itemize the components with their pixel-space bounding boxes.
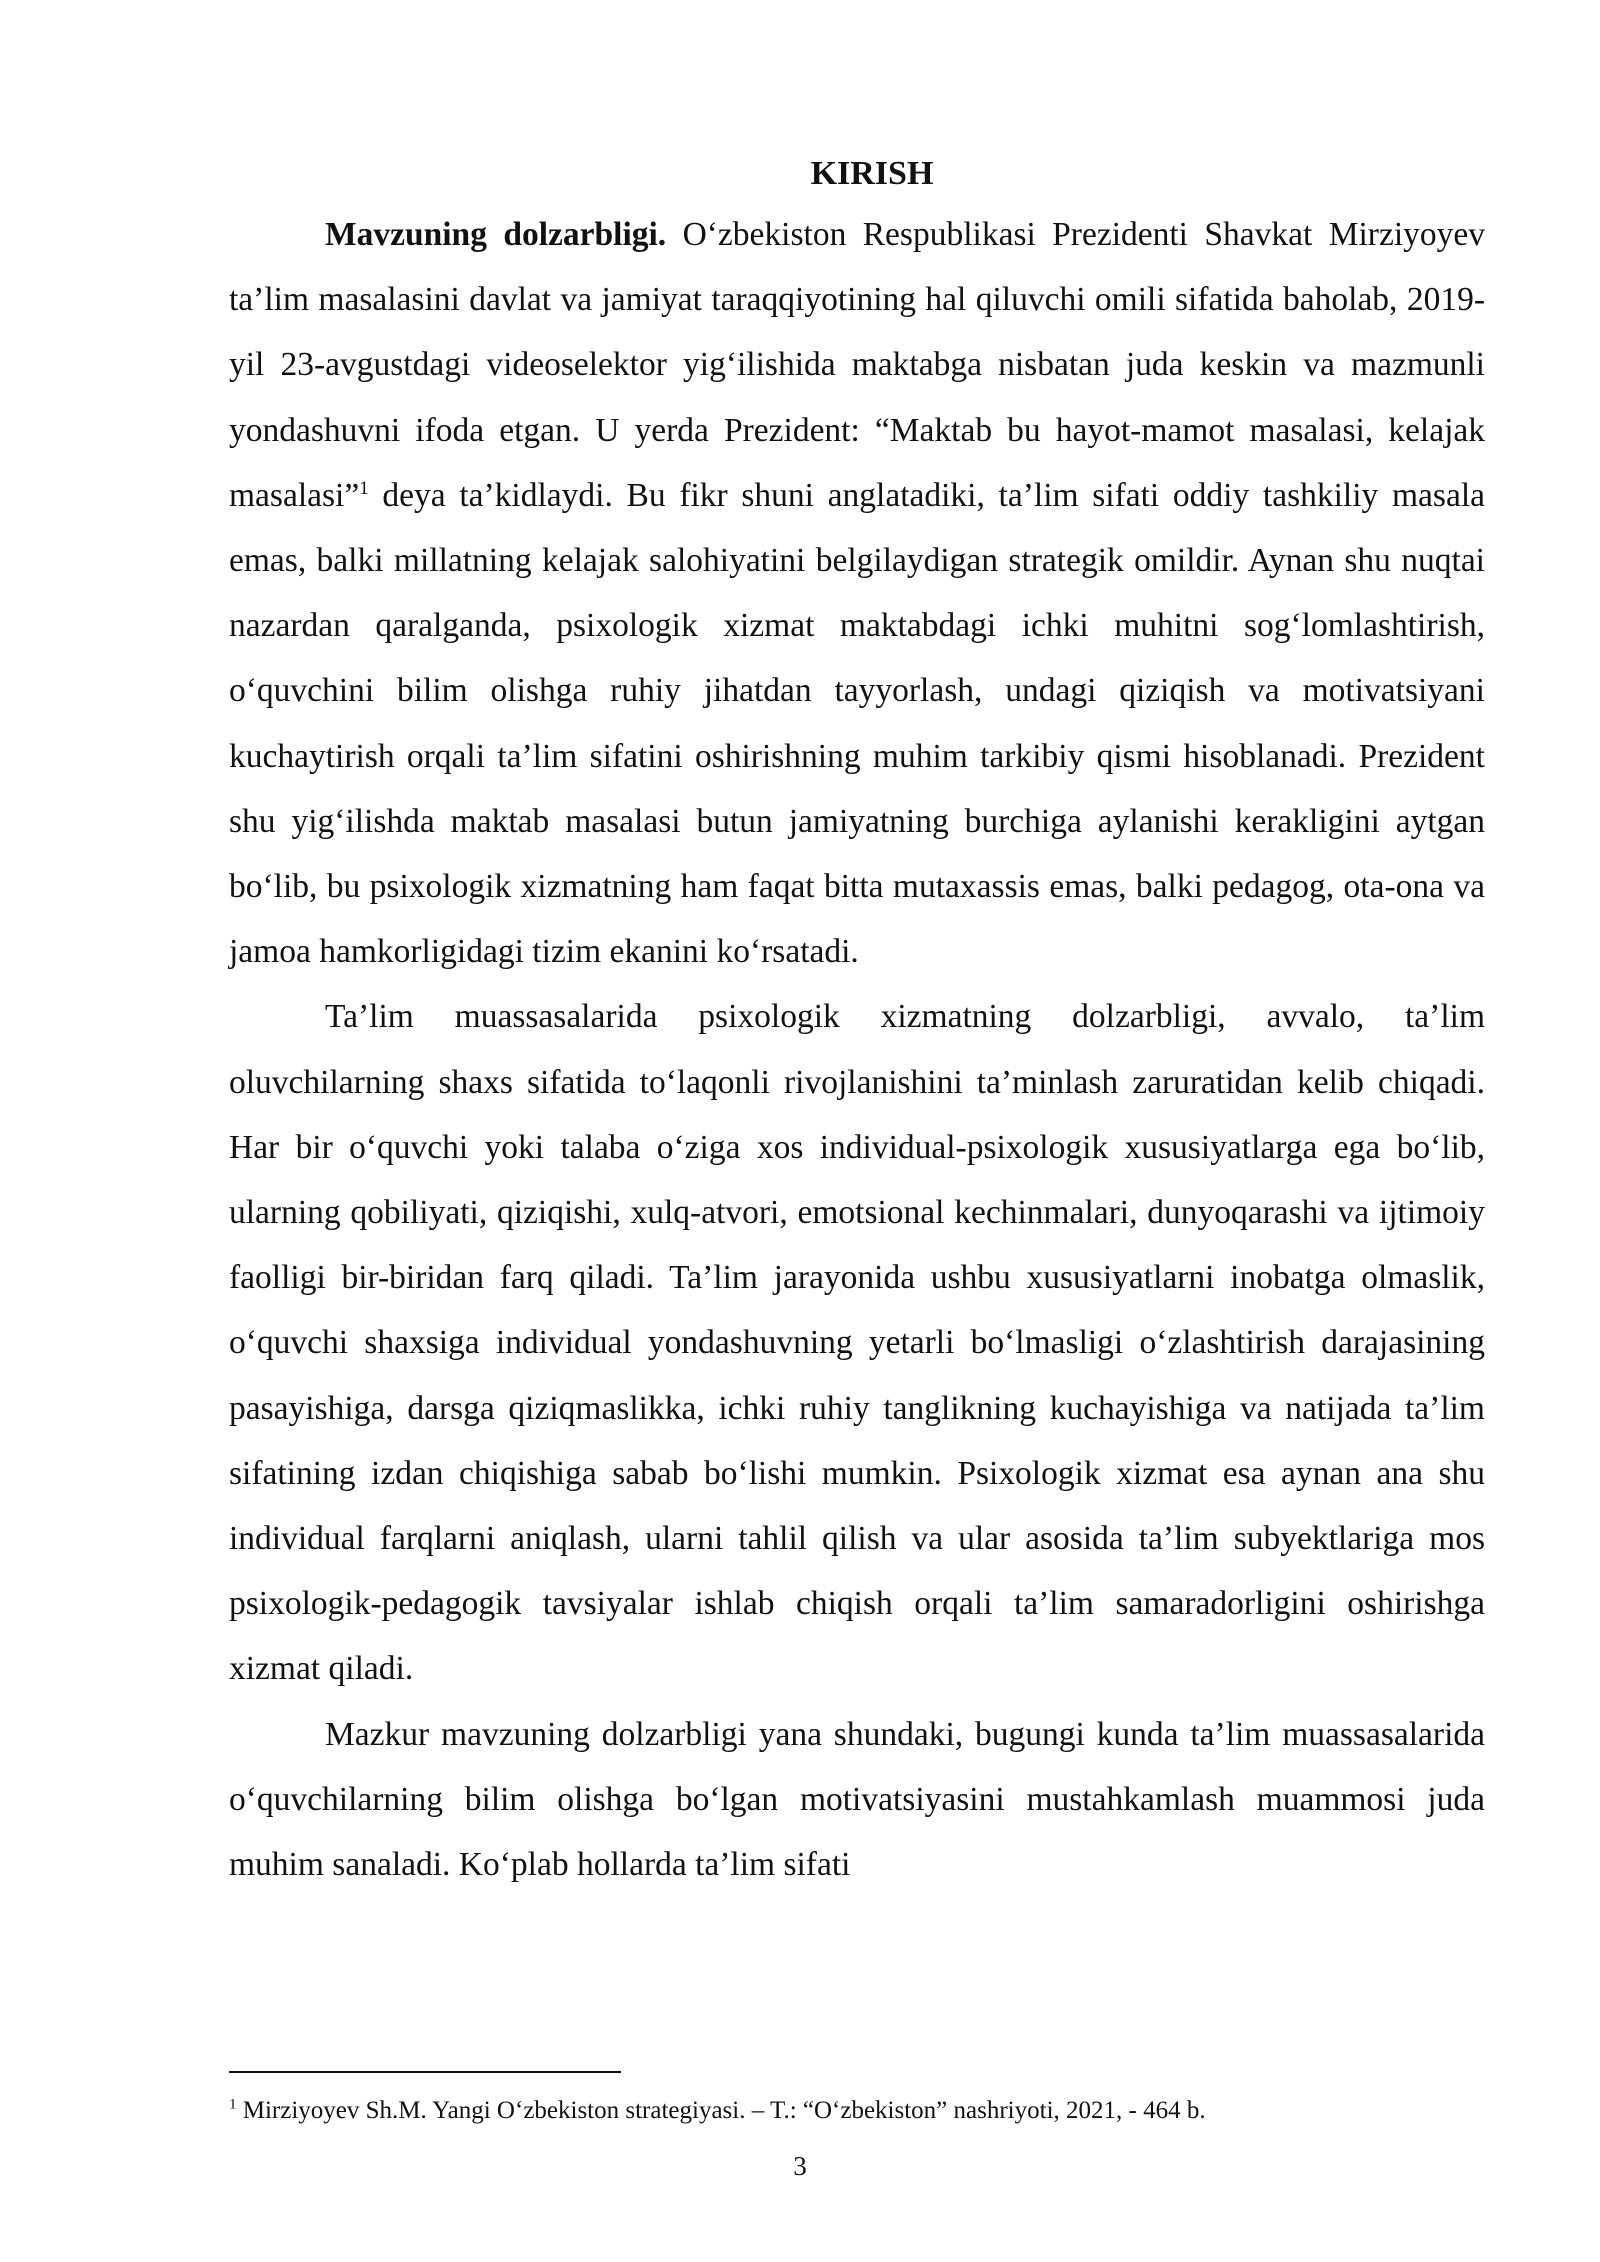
footnote-reference[interactable]: 1 [359, 477, 369, 499]
paragraph-motivation: Mazkur mavzuning dolzarbligi yana shundaki, bugungi kunda ta’lim muassasalarida o‘quvchilarning bilim olishga bo‘lgan motivatsiyasini mustahkamlash muammosi juda muhim sanaladi. Ko‘plab hollarda ta’lim sifati [229, 1715, 1485, 1884]
paragraph-relevance [229, 202, 1485, 984]
footnote-separator [229, 2071, 621, 2073]
footnote [229, 2094, 1485, 2128]
paragraph-lead: Mavzuning dolzarbligi. [325, 216, 667, 253]
footnote-text: Mirziyoyev Sh.M. Yangi O‘zbekiston strategiyasi. – T.: “O‘zbekiston” nashriyoti, 2021, - 464 b. [236, 2097, 1206, 2124]
page-number: 3 [793, 2151, 807, 2181]
paragraph-text: O‘zbekiston Respublikasi Prezidenti Shavkat Mirziyoyev ta’lim masalasini davlat va jamiyat taraqqiyotining hal qiluvchi omili sifatida baholab, 2019-yil 23-avgustdagi videoselektor yig‘ilishida maktabga nisbatan juda keskin va mazmunli yondashuvni ifoda etgan. U yerda Prezident: “Maktab bu hayot-mamot masalasi, kelajak masalasi” [229, 216, 1485, 514]
footnote-number: 1 [229, 2096, 237, 2113]
paragraph-psychological-service: Ta’lim muassasalarida psixologik xizmatning dolzarbligi, avvalo, ta’lim oluvchilarning shaxs sifatida to‘laqonli rivojlanishini ta’minlash zaruratidan kelib chiqadi. Har bir o‘quvchi yoki talaba o‘ziga xos individual-psixologik xususiyatlarga ega bo‘lib, ularning qobiliyati, qiziqishi, xulq-atvori, emotsional kechinmalari, dunyoqarashi va ijtimoiy faolligi bir-biridan farq qiladi. Ta’lim jarayonida ushbu xususiyatlarni inobatga olmaslik, o‘quvchi shaxsiga individual yondashuvning yetarli bo‘lmasligi o‘zlashtirish darajasining pasayishiga, darsga qiziqmaslikka, ichki ruhiy tanglikning kuchayishiga va natijada ta’lim sifatining izdan chiqishiga sabab bo‘lishi mumkin. Psixologik xizmat esa aynan ana shu individual farqlarni aniqlash, ularni tahlil qilish va ular asosida ta’lim subyektlariga mos psixologik-pedagogik tavsiyalar ishlab chiqish orqali ta’lim samaradorligini oshirishga xizmat qiladi. [229, 998, 1485, 1688]
paragraph-text: deya ta’kidlaydi. Bu fikr shuni anglatadiki, ta’lim sifati oddiy tashkiliy masala emas, balki millatning kelajak salohiyatini belgilaydigan strategik omildir. Aynan shu nuqtai nazardan qaralganda, psixologik xizmat maktabdagi ichki muhitni sog‘lomlashtirish, o‘quvchini bilim olishga ruhiy jihatdan tayyorlash, undagi qiziqish va motivatsiyani kuchaytirish orqali ta’lim sifatini oshirishning muhim tarkibiy qismi hisoblanadi. Prezident shu yig‘ilishda maktab masalasi butun jamiyatning burchiga aylanishi kerakligini aytgan bo‘lib, bu psixologik xizmatning ham faqat bitta mutaxassis emas, balki pedagog, ota-ona va jamoa hamkorligidagi tizim ekanini ko‘rsatadi. [229, 476, 1485, 971]
section-title: KIRISH [810, 155, 934, 192]
page-body [229, 146, 1485, 1897]
